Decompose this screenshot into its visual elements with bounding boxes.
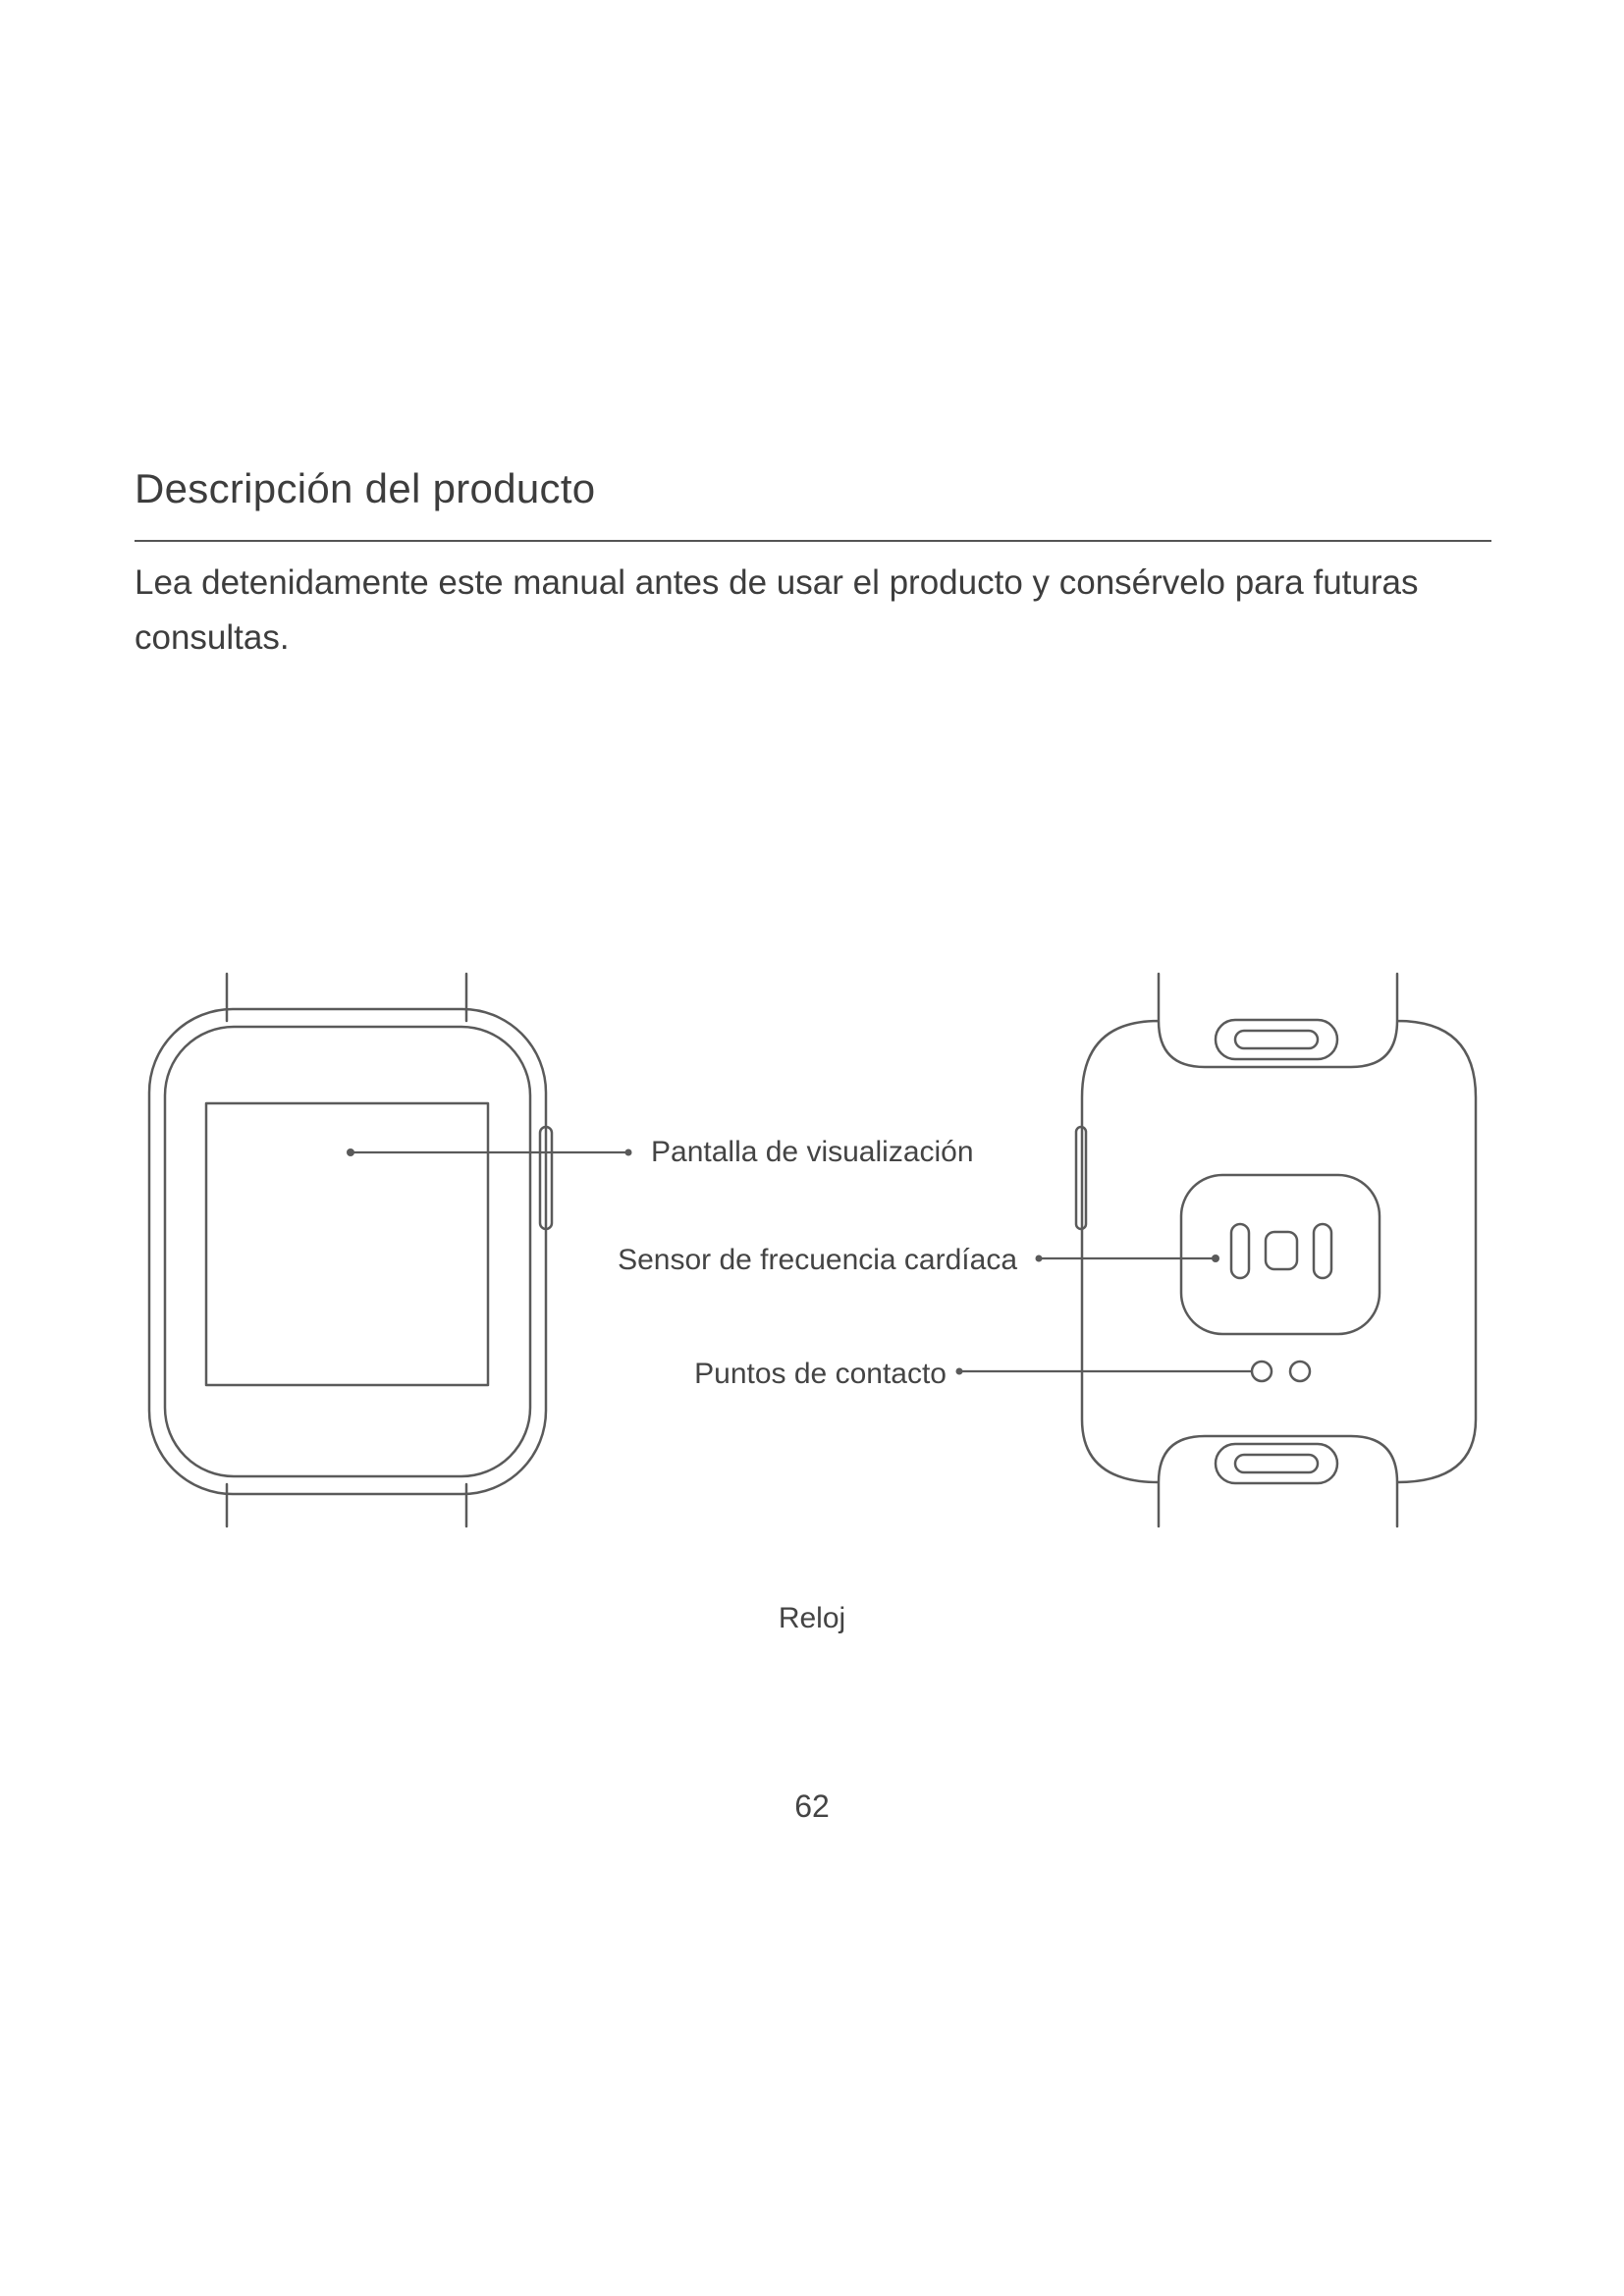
- display-leader-end: [625, 1149, 632, 1156]
- page-number: 62: [794, 1789, 830, 1824]
- watch-front-illustration: [149, 974, 552, 1526]
- label-contact-points: Puntos de contacto: [694, 1358, 947, 1390]
- intro-paragraph: Lea detenidamente este manual antes de usar el producto y consérvelo para futuras consultas.: [135, 563, 1419, 657]
- heart-rate-sensor-right-pill: [1314, 1224, 1331, 1278]
- display-leader-dot: [347, 1148, 354, 1156]
- contact-points-leader-end: [956, 1368, 963, 1375]
- heart-rate-sensor-leader-dot: [1212, 1255, 1219, 1262]
- watch-back-bottom-strap-slot-inner: [1235, 1455, 1318, 1472]
- label-heart-rate-sensor: Sensor de frecuencia cardíaca: [618, 1244, 1017, 1276]
- heart-rate-sensor-left-pill: [1231, 1224, 1249, 1278]
- watch-front-inner-bezel: [165, 1027, 530, 1476]
- contact-point-right: [1290, 1362, 1310, 1381]
- diagram-caption: Reloj: [778, 1602, 846, 1634]
- watch-back-illustration: [1076, 974, 1476, 1526]
- section-title: Descripción del producto: [135, 465, 596, 511]
- label-display: Pantalla de visualización: [651, 1136, 974, 1168]
- watch-back-top-strap-slot-inner: [1235, 1031, 1318, 1048]
- heart-rate-sensor-center: [1266, 1232, 1297, 1269]
- watch-back-top-strap-slot-outer: [1216, 1020, 1337, 1059]
- contact-point-left: [1252, 1362, 1272, 1381]
- heart-rate-sensor-leader-end: [1036, 1255, 1043, 1262]
- watch-front-outer-case: [149, 1009, 546, 1494]
- watch-front-screen: [206, 1103, 488, 1385]
- heart-rate-sensor-module: [1181, 1175, 1380, 1334]
- watch-back-bottom-strap-slot-outer: [1216, 1444, 1337, 1483]
